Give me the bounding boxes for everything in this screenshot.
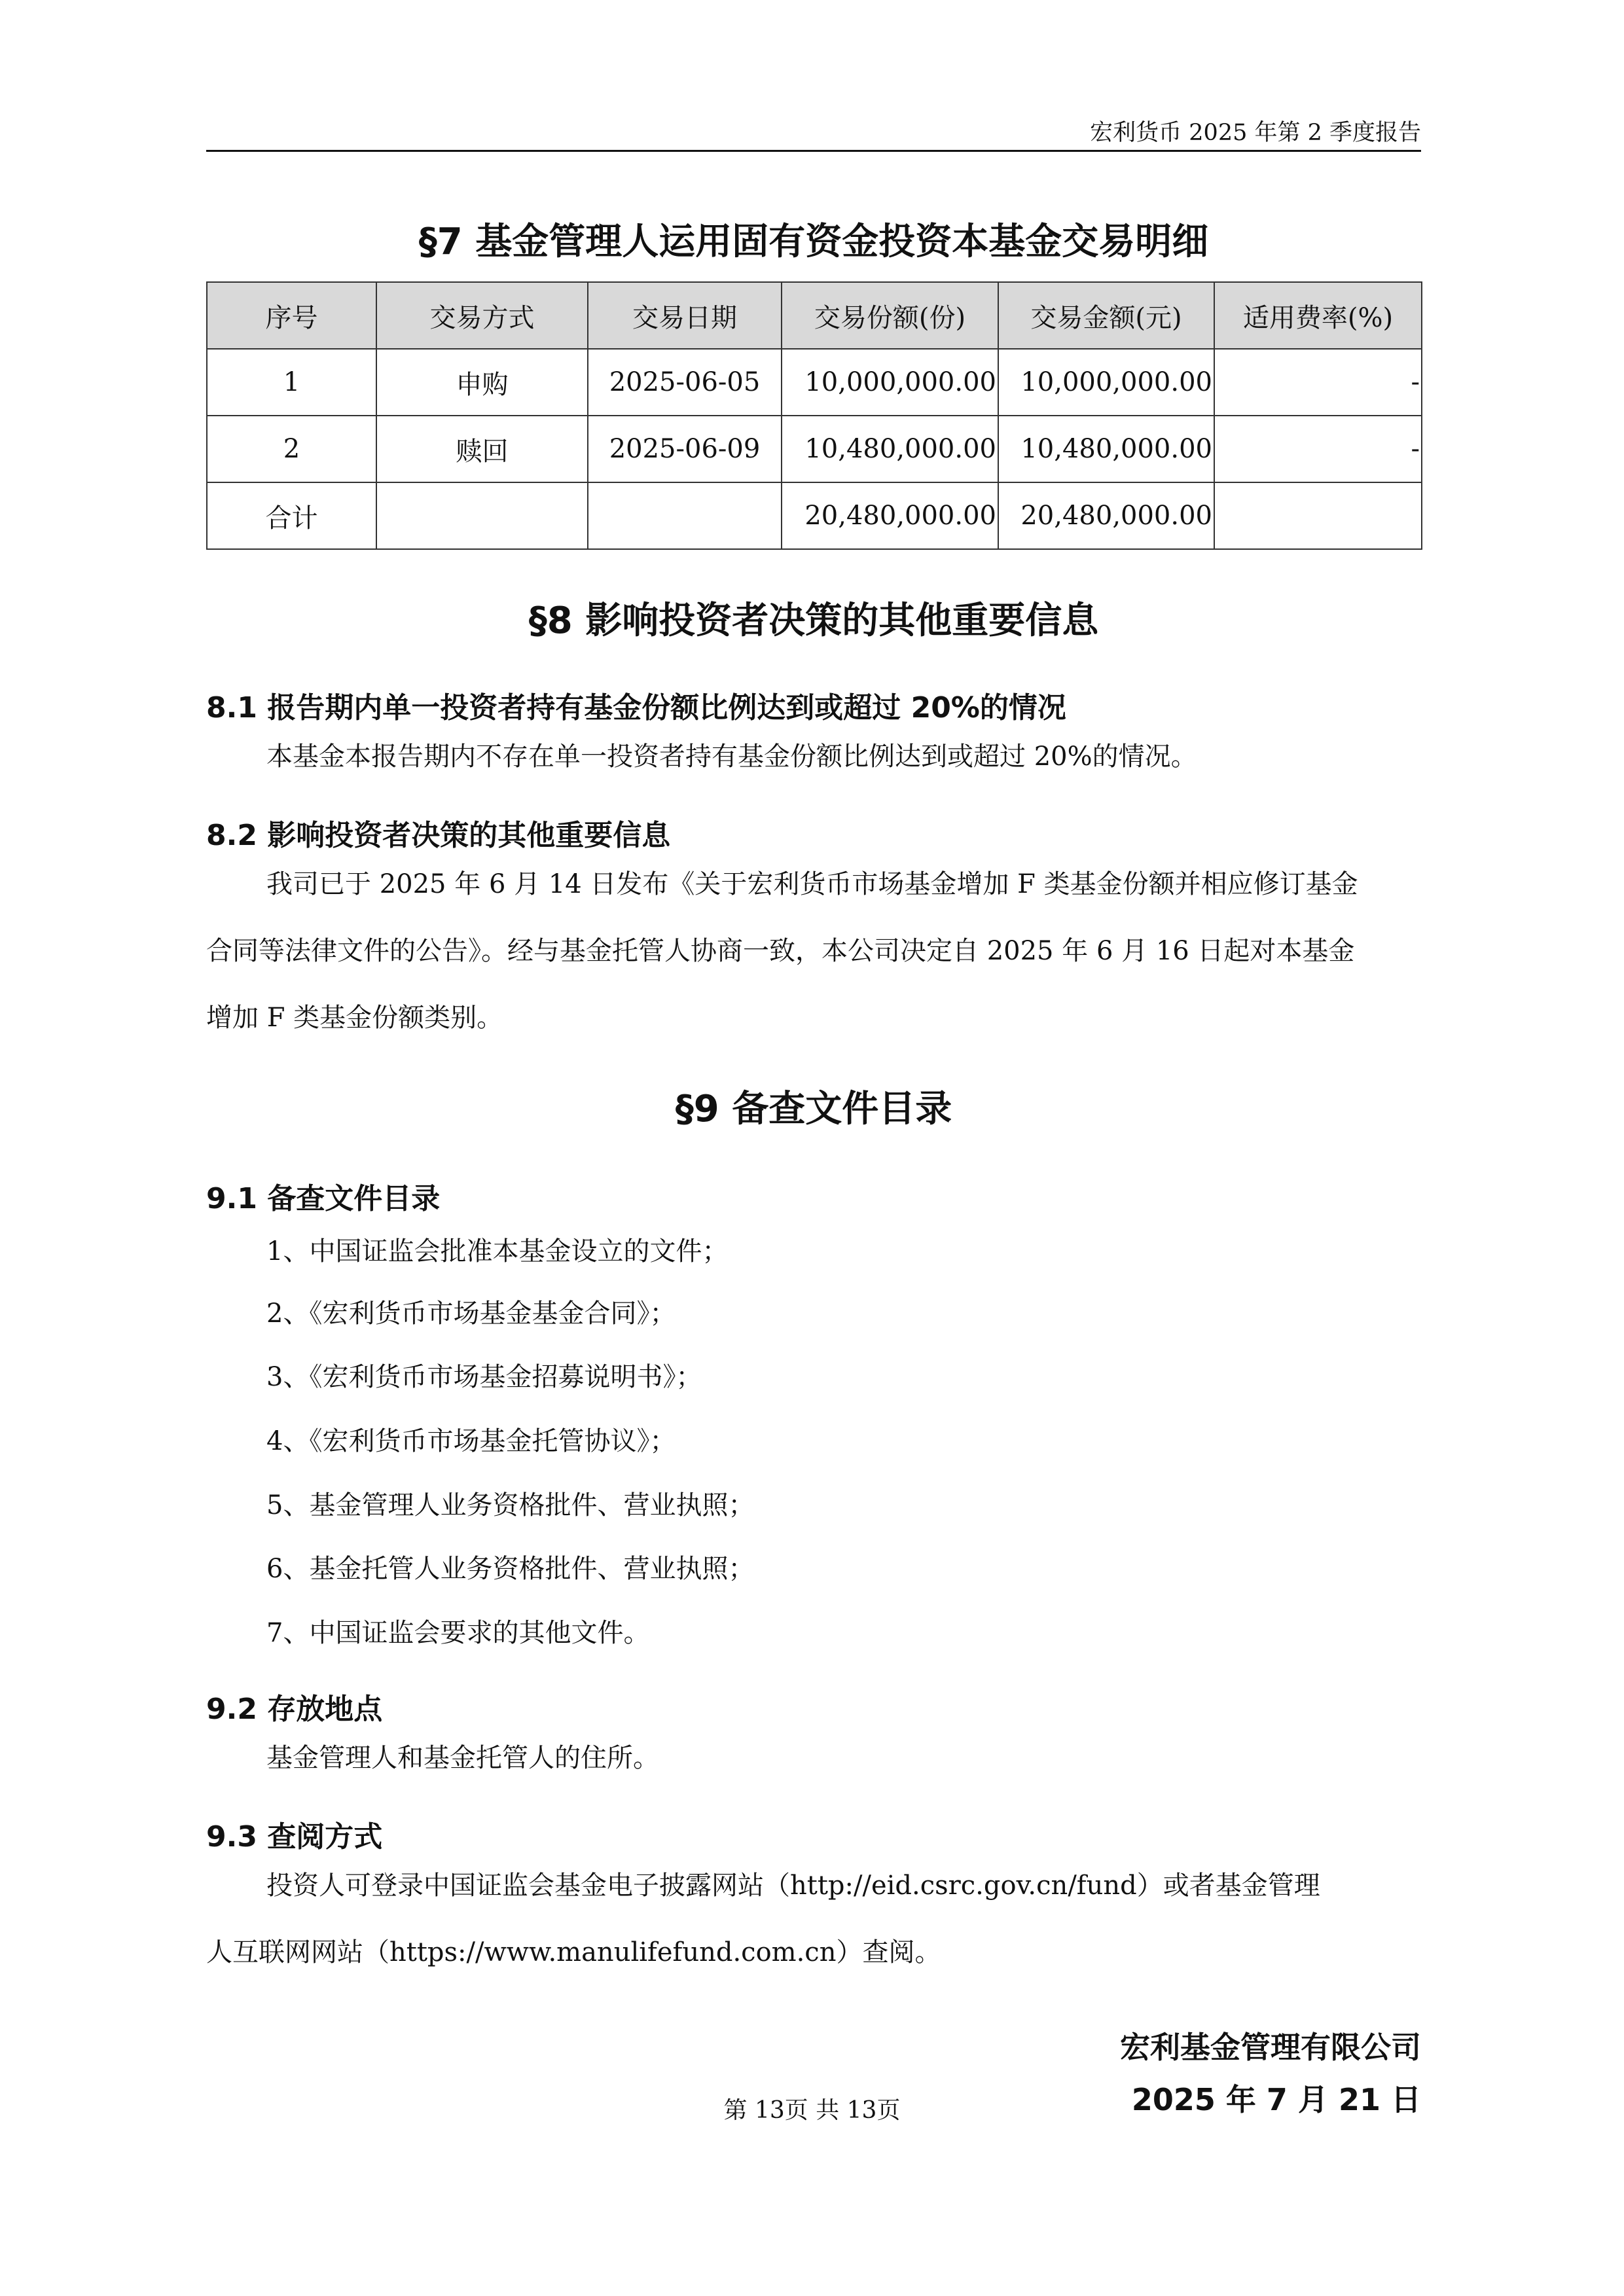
section-8-title: §8 影响投资者决策的其他重要信息 (528, 600, 1099, 642)
col-header: 序号 (207, 282, 376, 349)
table-row (207, 416, 1422, 482)
page-number: 第 13页 共 13页 (723, 2097, 901, 2124)
col-header: 适用费率(%) (1214, 282, 1422, 349)
subsection-8-1-text (206, 723, 1421, 790)
subsection-9-3-title: 9.3 查阅方式 (206, 1820, 383, 1854)
paragraph-line: 人互联网网站（https://www.manulifefund.com.cn）查阅。 (206, 1937, 941, 1967)
subsection-8-2-title: 8.2 影响投资者决策的其他重要信息 (206, 819, 671, 852)
header-divider (206, 150, 1421, 152)
col-header: 交易份额(份) (782, 282, 998, 349)
table-cell: 10,000,000.00 (782, 349, 998, 416)
report-header-title: 宏利货币 2025 年第 2 季度报告 (1090, 120, 1421, 146)
table-cell: 合计 (207, 482, 376, 549)
list-item: 4、《宏利货币市场基金托管协议》； (266, 1426, 676, 1456)
subsection-9-2-text (206, 1725, 1421, 1791)
table-cell: 2 (207, 416, 376, 482)
table-cell: - (1214, 416, 1422, 482)
col-header: 交易方式 (376, 282, 588, 349)
list-item: 6、基金托管人业务资格批件、营业执照； (266, 1554, 755, 1584)
subsection-8-2-text (206, 851, 1421, 1051)
paragraph-text: 本基金本报告期内不存在单一投资者持有基金份额比例达到或超过 20%的情况。 (266, 742, 1197, 772)
table-cell: 2025-06-05 (588, 349, 782, 416)
col-header: 交易金额(元) (998, 282, 1214, 349)
table-cell: 2025-06-09 (588, 416, 782, 482)
section-9-title: §9 备查文件目录 (675, 1088, 952, 1130)
table-cell: 1 (207, 349, 376, 416)
subsection-9-2-title: 9.2 存放地点 (206, 1693, 383, 1726)
list-item: 3、《宏利货币市场基金招募说明书》； (266, 1362, 702, 1392)
table-cell: - (1214, 349, 1422, 416)
table-cell (376, 482, 588, 549)
table-cell (1214, 482, 1422, 549)
table-cell: 申购 (376, 349, 588, 416)
table-cell: 20,480,000.00 (998, 482, 1214, 549)
list-item: 1、中国证监会批准本基金设立的文件； (266, 1236, 729, 1266)
list-item: 2、《宏利货币市场基金基金合同》； (266, 1299, 676, 1329)
paragraph-line: 我司已于 2025 年 6 月 14 日发布《关于宏利货币市场基金增加 F 类基金份额并相应修订基金 (266, 869, 1358, 899)
table-cell: 10,480,000.00 (782, 416, 998, 482)
table-header-row (207, 282, 1422, 349)
table-cell: 20,480,000.00 (782, 482, 998, 549)
table-cell: 10,000,000.00 (998, 349, 1214, 416)
table-total-row (207, 482, 1422, 549)
table-cell (588, 482, 782, 549)
col-header: 交易日期 (588, 282, 782, 349)
table-cell: 10,480,000.00 (998, 416, 1214, 482)
transaction-table (206, 281, 1422, 550)
list-item: 5、基金管理人业务资格批件、营业执照； (266, 1490, 755, 1520)
subsection-8-1-title: 8.1 报告期内单一投资者持有基金份额比例达到或超过 20%的情况 (206, 691, 1066, 725)
table-row (207, 349, 1422, 416)
list-item: 7、中国证监会要求的其他文件。 (266, 1618, 650, 1648)
paragraph-text: 基金管理人和基金托管人的住所。 (266, 1743, 659, 1773)
signature-date: 2025 年 7 月 21 日 (1131, 2082, 1421, 2117)
signature-company: 宏利基金管理有限公司 (1120, 2030, 1421, 2065)
paragraph-line: 投资人可登录中国证监会基金电子披露网站（http://eid.csrc.gov.cn/fund）或者基金管理 (266, 1871, 1320, 1901)
section-7-title: §7 基金管理人运用固有资金投资本基金交易明细 (418, 221, 1209, 263)
table-cell: 赎回 (376, 416, 588, 482)
paragraph-line: 增加 F 类基金份额类别。 (206, 1003, 503, 1033)
subsection-9-3-text (206, 1852, 1421, 1986)
paragraph-line: 合同等法律文件的公告》。经与基金托管人协商一致，本公司决定自 2025 年 6 月 16 日起对本基金 (206, 936, 1355, 966)
subsection-9-1-title: 9.1 备查文件目录 (206, 1182, 441, 1215)
